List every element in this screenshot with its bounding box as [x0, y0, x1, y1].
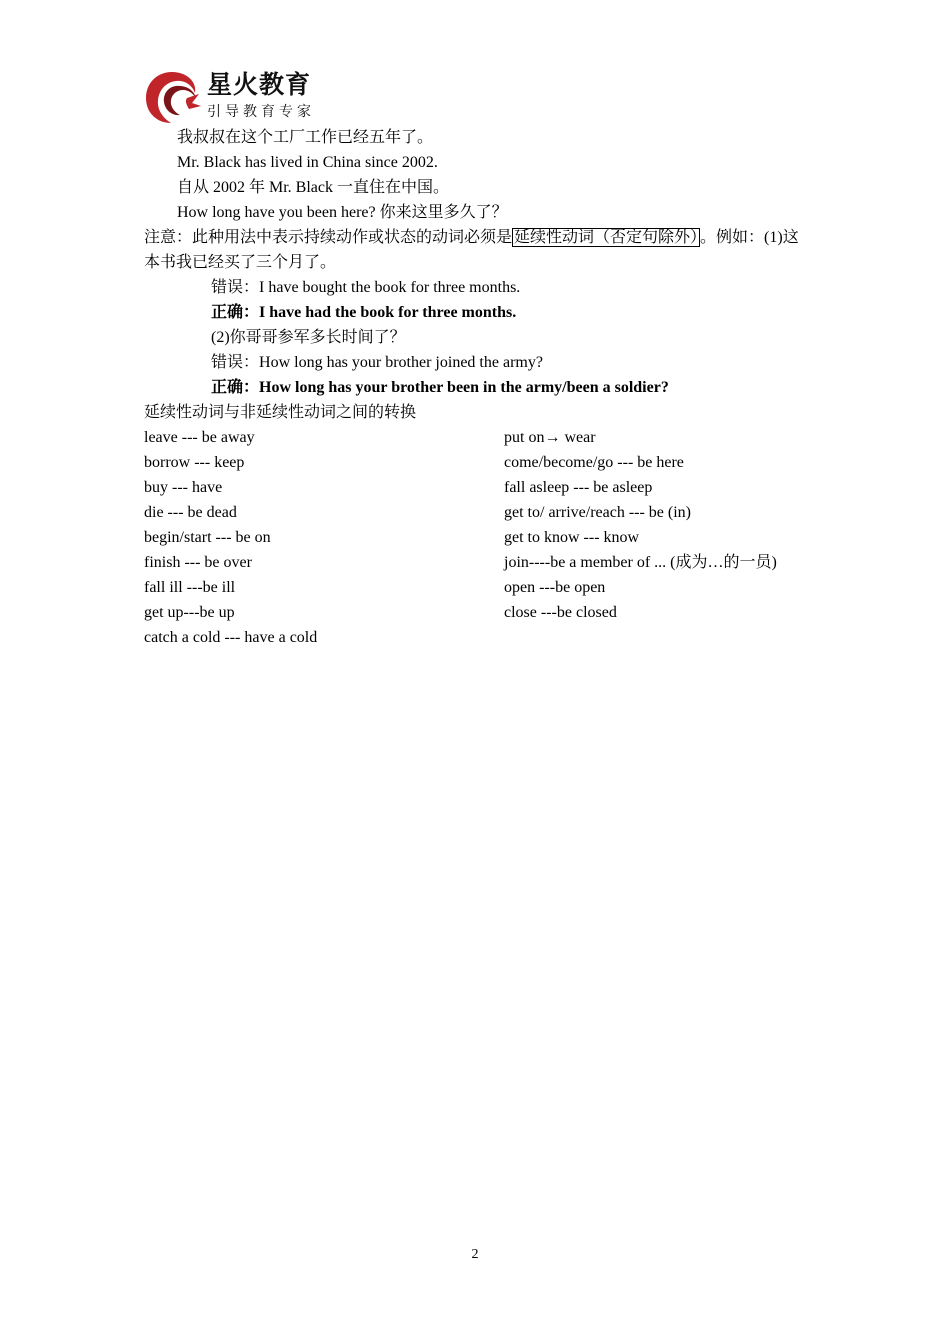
conversion-item-right: open ---be open: [504, 579, 606, 596]
right-label: 正确：: [211, 304, 260, 321]
conversion-item-left: borrow --- keep: [144, 454, 245, 471]
conversion-item-left: fall ill ---be ill: [144, 579, 236, 596]
example1-wrong: [211, 277, 520, 299]
example-sentence-cn-1: 我叔叔在这个工厂工作已经五年了。: [177, 129, 434, 146]
conversion-item-left: buy --- have: [144, 479, 223, 496]
example-sentence-cn-2: 自从 2002 年 Mr. Black 一直住在中国。: [177, 179, 449, 196]
conversion-heading: 延续性动词与非延续性动词之间的转换: [144, 404, 417, 421]
example-sentence-en-2: Mr. Black has lived in China since 2002.: [177, 154, 438, 171]
conversion-item-right: put on→ wear: [504, 429, 596, 446]
logo-subtitle: 引导教育专家: [207, 104, 315, 120]
conversion-item-left: begin/start --- be on: [144, 529, 271, 546]
conversion-item-right: come/become/go --- be here: [504, 454, 684, 471]
right-label: 正确：: [211, 379, 260, 396]
conversion-item-left: leave --- be away: [144, 429, 255, 446]
wrong-sentence: How long has your brother joined the army?: [259, 354, 543, 371]
right-sentence: I have had the book for three months.: [259, 304, 517, 321]
example-question: How long have you been here? 你来这里多久了？: [177, 204, 508, 221]
note-suffix: 。例如：(1)这: [700, 229, 799, 246]
brand-logo: [143, 68, 328, 126]
page-number: 2: [471, 1247, 479, 1262]
right-sentence: How long has your brother been in the army/been a soldier?: [259, 379, 669, 396]
example1-right: [211, 302, 516, 324]
note-paragraph: [144, 227, 799, 249]
conversion-item-right: close ---be closed: [504, 604, 617, 621]
conversion-item-left: die --- be dead: [144, 504, 237, 521]
flame-logo-icon: [143, 68, 201, 126]
conversion-item-right: get to know --- know: [504, 529, 640, 546]
conversion-item-left: catch a cold --- have a cold: [144, 629, 318, 646]
conversion-item-left: get up---be up: [144, 604, 235, 621]
wrong-sentence: I have bought the book for three months.: [259, 279, 521, 296]
conversion-item-right: fall asleep --- be asleep: [504, 479, 653, 496]
example2-wrong: [211, 352, 543, 374]
conversion-item-right: get to/ arrive/reach --- be (in): [504, 504, 692, 521]
conversion-item-right: join----be a member of ... (成为…的一员): [504, 554, 777, 571]
note-boxed-term: 延续性动词（否定句除外）: [514, 229, 699, 246]
example2-question: (2)你哥哥参军多长时间了？: [211, 329, 406, 346]
example2-right: [211, 377, 669, 399]
conversion-item-left: finish --- be over: [144, 554, 252, 571]
wrong-label: 错误：: [211, 354, 260, 371]
note-prefix: 注意：此种用法中表示持续动作或状态的动词必须是: [144, 229, 513, 246]
logo-title: 星火教育: [207, 70, 312, 99]
note-continuation: 本书我已经买了三个月了。: [144, 254, 337, 271]
wrong-label: 错误：: [211, 279, 260, 296]
